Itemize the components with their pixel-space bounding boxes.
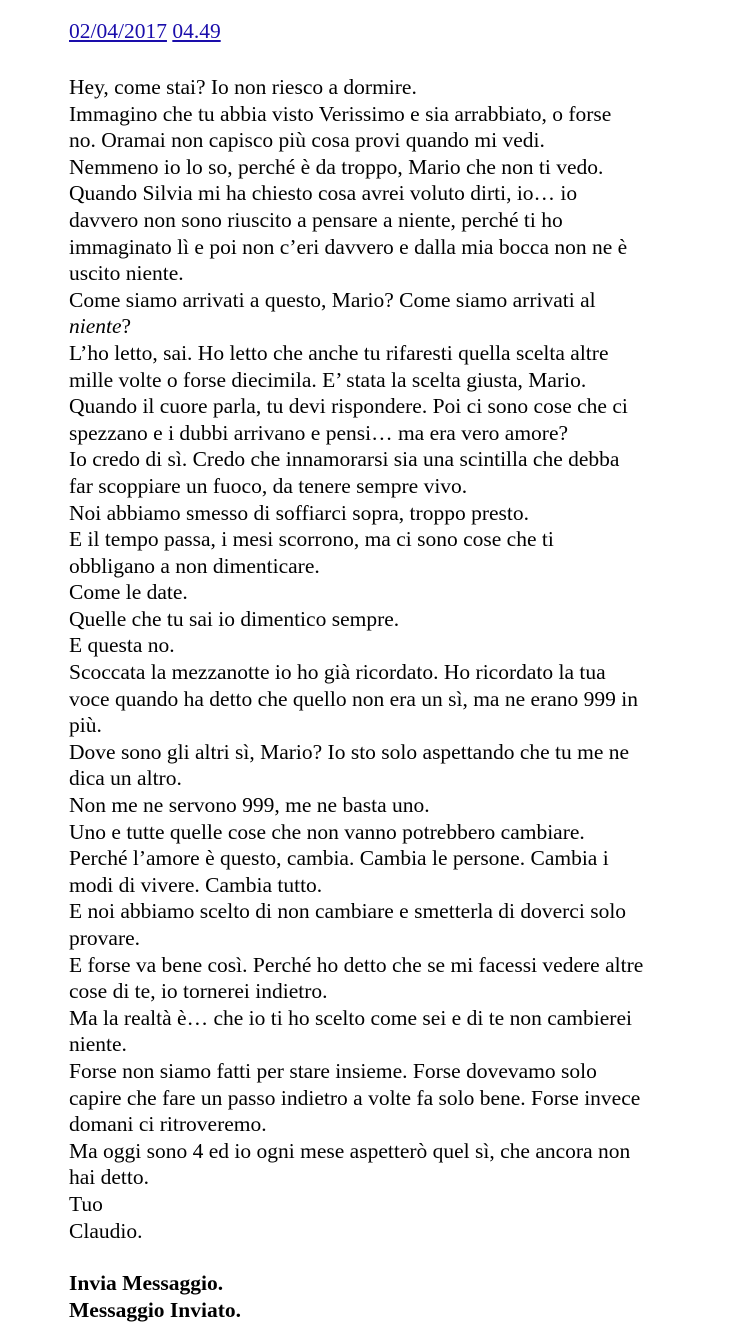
- message-line: provare.: [69, 926, 141, 950]
- message-header: [69, 18, 741, 44]
- message-line: Io credo di sì. Credo che innamorarsi sia una scintilla che debba: [69, 447, 620, 472]
- spacer: [69, 44, 741, 74]
- message-line: L’ho letto, sai. Ho letto che anche tu rifaresti quella scelta altre: [69, 340, 609, 365]
- date-link[interactable]: 02/04/2017: [69, 19, 167, 43]
- time-link[interactable]: 04.49: [172, 19, 221, 43]
- message-line: Perché l’amore è questo, cambia. Cambia le persone. Cambia i: [69, 846, 609, 871]
- message-line: niente.: [69, 1032, 127, 1057]
- message-line: Noi abbiamo smesso di soffiarci sopra, troppo presto.: [69, 500, 529, 525]
- message-line: immaginato lì e poi non c’eri davvero e dalla mia bocca non ne è: [69, 234, 628, 259]
- message-line: Immagino che tu abbia visto Verissimo e sia arrabbiato, o forse: [69, 101, 612, 126]
- message-line: Ma la realtà è… che io ti ho scelto come sei e di te non cambierei: [69, 1005, 632, 1030]
- message-line: Non me ne servono 999, me ne basta uno.: [69, 793, 430, 818]
- message-signoff: Tuo: [69, 1191, 103, 1216]
- message-line: cose di te, io tornerei indietro.: [69, 979, 328, 1004]
- message-line: Ma oggi sono 4 ed io ogni mese aspetterò quel sì, che ancora non: [69, 1138, 631, 1163]
- message-line: E questa no.: [69, 633, 175, 658]
- message-line: davvero non sono riuscito a pensare a niente, perché ti ho: [69, 207, 563, 232]
- message-line: uscito niente.: [69, 261, 184, 286]
- message-line: Dove sono gli altri sì, Mario? Io sto solo aspettando che tu me ne: [69, 739, 630, 764]
- message-line: Come le date.: [69, 580, 188, 605]
- message-line: E il tempo passa, i mesi scorrono, ma ci sono cose che ti: [69, 527, 554, 552]
- message-line: Come siamo arrivati a questo, Mario? Come siamo arrivati al: [69, 287, 596, 312]
- message-line: Nemmeno io lo so, perché è da troppo, Mario che non ti vedo.: [69, 154, 604, 179]
- message-line: Quando Silvia mi ha chiesto cosa avrei voluto dirti, io… io: [69, 181, 578, 206]
- message-page: [69, 18, 741, 1323]
- message-line: E noi abbiamo scelto di non cambiare e smetterla di doverci solo: [69, 899, 627, 924]
- message-line: Uno e tutte quelle cose che non vanno potrebbero cambiare.: [69, 819, 585, 844]
- italic-word: niente: [69, 314, 122, 339]
- message-line: Scoccata la mezzanotte io ho già ricordato. Ho ricordato la tua: [69, 660, 606, 685]
- message-line: Forse non siamo fatti per stare insieme. Forse dovevamo solo: [69, 1058, 597, 1083]
- message-line: obbligano a non dimenticare.: [69, 553, 320, 578]
- message-line-tail: ?: [121, 314, 132, 339]
- message-line: mille volte o forse diecimila. E’ stata la scelta giusta, Mario.: [69, 367, 587, 392]
- message-line-emphasis: [69, 313, 741, 340]
- message-line: far scoppiare un fuoco, da tenere sempre vivo.: [69, 473, 468, 498]
- message-line: E forse va bene così. Perché ho detto che se mi facessi vedere altre: [69, 952, 644, 977]
- message-line: Hey, come stai? Io non riesco a dormire.: [69, 75, 417, 99]
- message-line: no. Oramai non capisco più cosa provi quando mi vedi.: [69, 128, 545, 153]
- message-line: capire che fare un passo indietro a volte fa solo bene. Forse invece: [69, 1085, 641, 1110]
- message-line: domani ci ritroveremo.: [69, 1112, 267, 1137]
- message-line: più.: [69, 713, 102, 738]
- message-body: [69, 74, 741, 1244]
- message-line: modi di vivere. Cambia tutto.: [69, 872, 323, 897]
- message-line: spezzano e i dubbi arrivano e pensi… ma era vero amore?: [69, 420, 569, 445]
- message-line: dica un altro.: [69, 766, 182, 791]
- message-line: Quando il cuore parla, tu devi rispondere. Poi ci sono cose che ci: [69, 394, 628, 419]
- message-signature: Claudio.: [69, 1218, 143, 1243]
- spacer: [69, 1244, 741, 1270]
- message-line: hai detto.: [69, 1165, 150, 1190]
- message-footer: [69, 1270, 741, 1323]
- message-sent-status: Messaggio Inviato.: [69, 1297, 241, 1322]
- send-message-action[interactable]: Invia Messaggio.: [69, 1271, 224, 1296]
- message-line: Quelle che tu sai io dimentico sempre.: [69, 606, 400, 631]
- message-line: voce quando ha detto che quello non era un sì, ma ne erano 999 in: [69, 686, 638, 711]
